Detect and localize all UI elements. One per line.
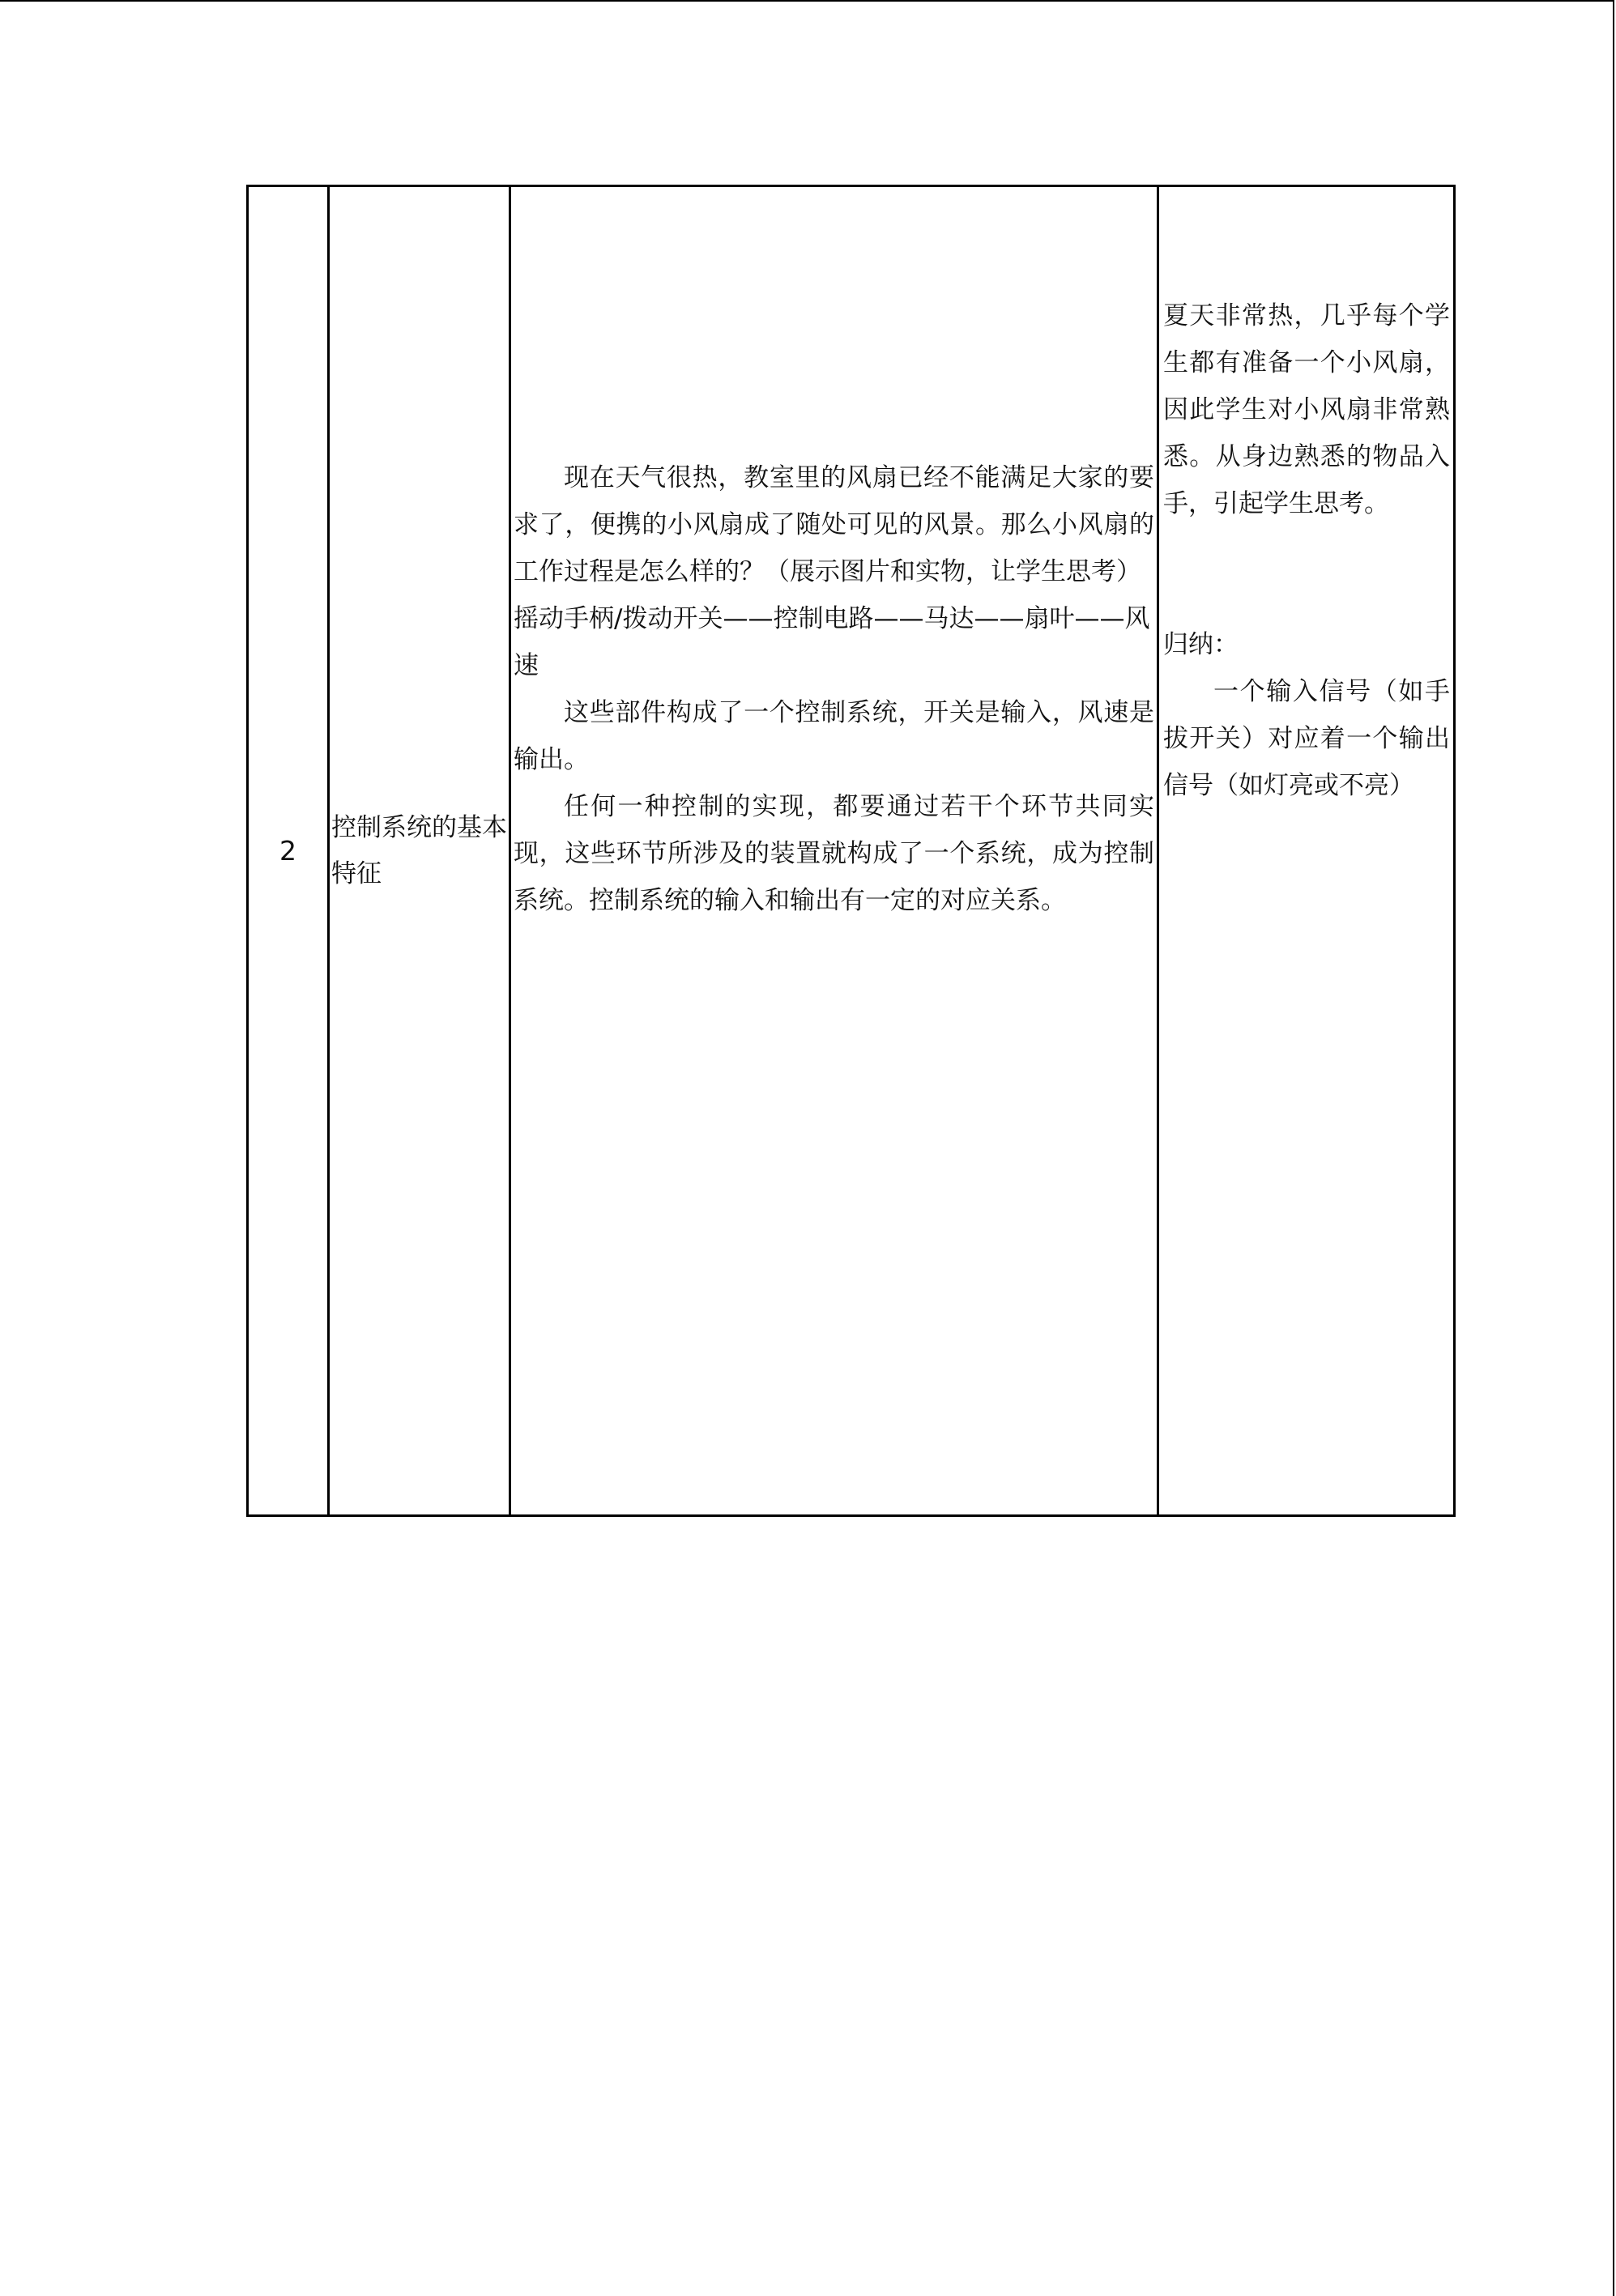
notes-spacer [1163,527,1450,621]
notes-intent: 夏天非常热，几乎每个学生都有准备一个小风扇，因此学生对小风扇非常熟悉。从身边熟悉的物品入手，引起学生思考。 [1163,301,1450,518]
row-number: 2 [279,835,296,867]
content-flow-line: 摇动手柄/拨动开关——控制电路——马达——扇叶——风速 [514,604,1150,680]
teaching-content-cell [510,186,1158,1516]
row-number-cell [248,186,329,1516]
content-paragraph-2: 这些部件构成了一个控制系统，开关是输入，风速是输出。 [514,698,1154,774]
lesson-plan-table [246,185,1456,1517]
design-notes-cell [1158,186,1455,1516]
notes-summary-title: 归纳： [1163,630,1239,659]
topic-cell [329,186,510,1516]
table-row [248,186,1455,1516]
content-paragraph-3: 任何一种控制的实现，都要通过若干个环节共同实现，这些环节所涉及的装置就构成了一个系统，成为控制系统。控制系统的输入和输出有一定的对应关系。 [514,792,1154,915]
topic-text: 控制系统的基本特征 [331,812,507,888]
content-paragraph-1: 现在天气很热，教室里的风扇已经不能满足大家的要求了，便携的小风扇成了随处可见的风景。那么小风扇的工作过程是怎么样的？（展示图片和实物，让学生思考） [514,463,1154,586]
notes-summary-text: 一个输入信号（如手拔开关）对应着一个输出信号（如灯亮或不亮） [1163,677,1450,800]
